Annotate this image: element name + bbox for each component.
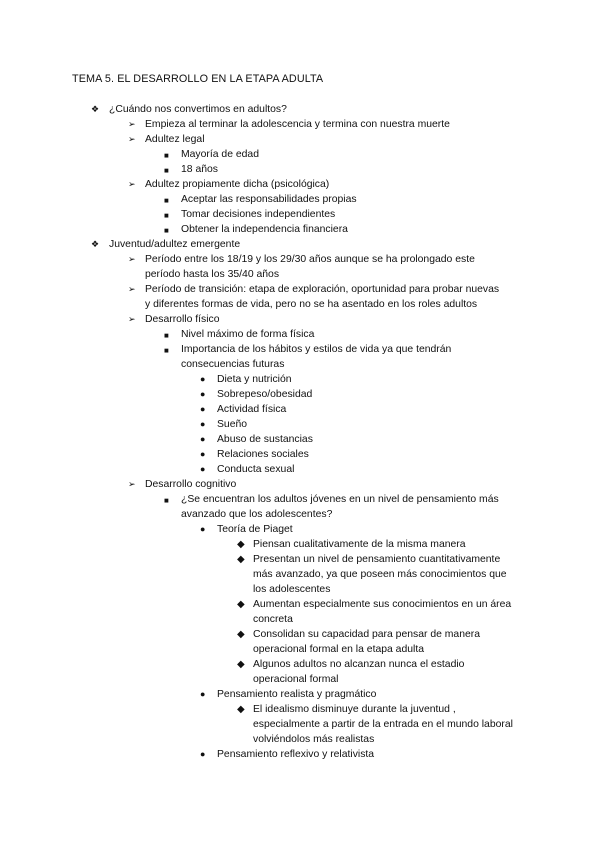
filled-diamond-bullet-icon: ◆ (237, 554, 245, 565)
list-item: ● Abuso de sustancias (200, 434, 313, 445)
diamond-bullet-icon: ❖ (91, 239, 100, 249)
arrow-bullet-icon: ➢ (128, 314, 136, 324)
list-item: ● Actividad física (200, 404, 287, 415)
square-bullet-icon: ■ (164, 211, 169, 220)
list-item: ➢ Período entre los 18/19 y los 29/30 años aunque se ha prolongado este período hasta los 35/40 años (128, 254, 475, 280)
list-item: ❖ Juventud/adultez emergente ➢ Período entre los 18/19 y los 29/30 años aunque se ha prolongado este período hasta los 35/40 años ➢ Período de transición: etapa de exploración, oportunidad para probar nuevas y diferentes formas de vida, pero no se ha asentado en los roles adultos ➢ Desarrollo físico ■ Nivel máximo de forma física ■ Importancia de los hábitos y estilos de vida ya que tendrán consecuencias futuras ● Dieta y nutrición ● Sobrepeso/obesidad ● Actividad física ● Sueño ● Abuso de sustancias ● Relaciones sociales ● Conducta sexual ➢ Desarrollo cognitivo ■ ¿Se encuentran los adultos jóvenes en un nivel de pensamiento más avanzado que los adolescentes? ● Teoría de Piaget ◆ Piensan cualitativamente de la misma manera ◆ Presentan un nivel de pensamiento cuantitativamente más avanzado, ya que poseen más conocimientos que los adolescentes ◆ Aumentan especialmente sus conocimientos en un área concreta ◆ Consolidan su capacidad para pensar de manera operacional formal en la etapa adulta ◆ Algunos adultos no alcanzan nunca el estadio operacional formal ● Pensamiento realista y pragmático ◆ El idealismo disminuye durante la juventud , especialmente a partir de la entrada en el mundo laboral volviéndolos más realistas ● Pensamiento reflexivo y relativista (0, 237, 600, 762)
outline-list (0, 102, 600, 762)
list-item: ■ 18 años (0, 162, 600, 177)
list-item: ● Relaciones sociales (200, 449, 309, 460)
dot-bullet-icon: ● (200, 449, 206, 459)
list-item: ◆ Presentan un nivel de pensamiento cuantitativamente más avanzado, ya que poseen más conocimientos que los adolescentes (237, 554, 507, 595)
list-item: ■ Aceptar las responsabilidades propias (0, 192, 600, 207)
square-bullet-icon: ■ (164, 496, 169, 505)
square-bullet-icon: ■ (164, 166, 169, 175)
arrow-bullet-icon: ➢ (128, 254, 136, 264)
list-item: ➢ Desarrollo cognitivo ■ ¿Se encuentran los adultos jóvenes en un nivel de pensamiento más avanzado que los adolescentes? ● Teoría de Piaget ◆ Piensan cualitativamente de la misma manera ◆ Presentan un nivel de pensamiento cuantitativamente más avanzado, ya que poseen más conocimientos que los adolescentes ◆ Aumentan especialmente sus conocimientos en un área concreta ◆ Consolidan su capacidad para pensar de manera operacional formal en la etapa adulta ◆ Algunos adultos no alcanzan nunca el estadio operacional formal ● Pensamiento realista y pragmático ◆ El idealismo disminuye durante la juventud , especialmente a partir de la entrada en el mundo laboral volviéndolos más realistas ● Pensamiento reflexivo y relativista (0, 477, 600, 762)
list-item: ◆ Aumentan especialmente sus conocimientos en un área concreta (237, 599, 512, 625)
dot-bullet-icon: ● (200, 749, 206, 759)
arrow-bullet-icon: ➢ (128, 134, 136, 144)
list-item: ◆ Piensan cualitativamente de la misma manera (237, 539, 466, 550)
list-item: ➢ Adultez legal ■ Mayoría de edad ■ 18 años (0, 132, 600, 177)
list-item: ■ Nivel máximo de forma física (0, 327, 600, 342)
filled-diamond-bullet-icon: ◆ (237, 704, 245, 715)
list-item: ● Sobrepeso/obesidad (200, 389, 313, 400)
dot-bullet-icon: ● (200, 374, 206, 384)
list-item: ■ Importancia de los hábitos y estilos de vida ya que tendrán consecuencias futuras ● Dieta y nutrición ● Sobrepeso/obesidad ● Actividad física ● Sueño ● Abuso de sustancias ● Relaciones sociales ● Conducta sexual (0, 342, 600, 477)
list-item: ➢ Empieza al terminar la adolescencia y termina con nuestra muerte (128, 119, 450, 130)
list-item: ➢ Adultez propiamente dicha (psicológica) ■ Aceptar las responsabilidades propias ■ Tomar decisiones independientes ■ Obtener la independencia financiera (0, 177, 600, 237)
dot-bullet-icon: ● (200, 464, 206, 474)
arrow-bullet-icon: ➢ (128, 284, 136, 294)
dot-bullet-icon: ● (200, 419, 206, 429)
list-item: ◆ Consolidan su capacidad para pensar de manera operacional formal en la etapa adulta (237, 629, 481, 655)
arrow-bullet-icon: ➢ (128, 119, 136, 129)
list-item: ➢ Período de transición: etapa de exploración, oportunidad para probar nuevas y diferentes formas de vida, pero no se ha asentado en los roles adultos (128, 284, 500, 310)
square-bullet-icon: ■ (164, 196, 169, 205)
square-bullet-icon: ■ (164, 331, 169, 340)
list-item: ◆ El idealismo disminuye durante la juventud , especialmente a partir de la entrada en el mundo laboral volviéndolos más realistas (237, 704, 513, 745)
list-item: ■ ¿Se encuentran los adultos jóvenes en un nivel de pensamiento más avanzado que los adolescentes? ● Teoría de Piaget ◆ Piensan cualitativamente de la misma manera ◆ Presentan un nivel de pensamiento cuantitativamente más avanzado, ya que poseen más conocimientos que los adolescentes ◆ Aumentan especialmente sus conocimientos en un área concreta ◆ Consolidan su capacidad para pensar de manera operacional formal en la etapa adulta ◆ Algunos adultos no alcanzan nunca el estadio operacional formal ● Pensamiento realista y pragmático ◆ El idealismo disminuye durante la juventud , especialmente a partir de la entrada en el mundo laboral volviéndolos más realistas ● Pensamiento reflexivo y relativista (0, 492, 600, 762)
dot-bullet-icon: ● (200, 389, 206, 399)
list-item: ■ Obtener la independencia financiera (0, 222, 600, 237)
list-item: ■ Mayoría de edad (0, 147, 600, 162)
diamond-bullet-icon: ❖ (91, 104, 100, 114)
square-bullet-icon: ■ (164, 346, 169, 355)
document-title: TEMA 5. EL DESARROLLO EN LA ETAPA ADULTA (72, 73, 324, 85)
list-item: ● Pensamiento reflexivo y relativista (200, 749, 375, 760)
dot-bullet-icon: ● (200, 404, 206, 414)
list-item: ● Pensamiento realista y pragmático ◆ El idealismo disminuye durante la juventud , especialmente a partir de la entrada en el mundo laboral volviéndolos más realistas (0, 687, 600, 747)
list-item: ● Teoría de Piaget ◆ Piensan cualitativamente de la misma manera ◆ Presentan un nivel de pensamiento cuantitativamente más avanzado, ya que poseen más conocimientos que los adolescentes ◆ Aumentan especialmente sus conocimientos en un área concreta ◆ Consolidan su capacidad para pensar de manera operacional formal en la etapa adulta ◆ Algunos adultos no alcanzan nunca el estadio operacional formal (0, 522, 600, 687)
arrow-bullet-icon: ➢ (128, 179, 136, 189)
list-item: ➢ Desarrollo físico ■ Nivel máximo de forma física ■ Importancia de los hábitos y estilos de vida ya que tendrán consecuencias futuras ● Dieta y nutrición ● Sobrepeso/obesidad ● Actividad física ● Sueño ● Abuso de sustancias ● Relaciones sociales ● Conducta sexual (0, 312, 600, 477)
list-item: ● Dieta y nutrición (200, 374, 292, 385)
square-bullet-icon: ■ (164, 151, 169, 160)
square-bullet-icon: ■ (164, 226, 169, 235)
list-item: ■ Tomar decisiones independientes (0, 207, 600, 222)
list-item: ● Conducta sexual (200, 464, 295, 475)
dot-bullet-icon: ● (200, 689, 206, 699)
arrow-bullet-icon: ➢ (128, 479, 136, 489)
list-item: ❖ ¿Cuándo nos convertimos en adultos? ➢ Empieza al terminar la adolescencia y termina con nuestra muerte ➢ Adultez legal ■ Mayoría de edad ■ 18 años ➢ Adultez propiamente dicha (psicológica) ■ Aceptar las responsabilidades propias ■ Tomar decisiones independientes ■ Obtener la independencia financiera (0, 102, 600, 237)
filled-diamond-bullet-icon: ◆ (237, 659, 245, 670)
filled-diamond-bullet-icon: ◆ (237, 629, 245, 640)
dot-bullet-icon: ● (200, 434, 206, 444)
list-item: ◆ Algunos adultos no alcanzan nunca el estadio operacional formal (237, 659, 465, 685)
dot-bullet-icon: ● (200, 524, 206, 534)
list-item: ● Sueño (200, 419, 248, 430)
filled-diamond-bullet-icon: ◆ (237, 599, 245, 610)
filled-diamond-bullet-icon: ◆ (237, 539, 245, 550)
